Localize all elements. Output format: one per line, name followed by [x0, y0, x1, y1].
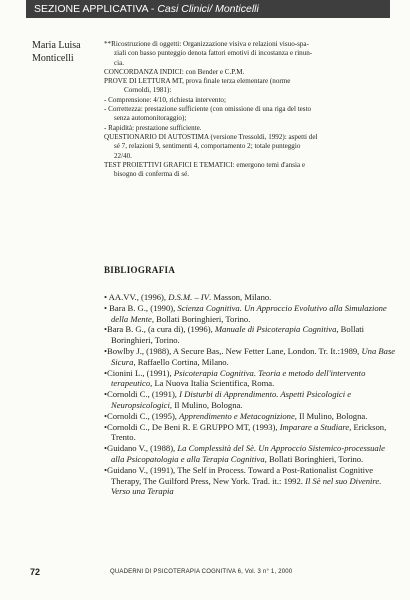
note-line: 22/40.	[114, 151, 132, 160]
bibliography-heading: BIBLIOGRAFIA	[104, 265, 176, 275]
note-line: Cornoldi, 1981):	[124, 86, 172, 95]
note-line: - Comprensione: 4/10, richiesta intervento;	[104, 95, 226, 104]
author-first-name: Maria Luisa	[32, 40, 81, 51]
note-line: QUESTIONARIO DI AUTOSTIMA (versione Tressoldi, 1992): aspetti del	[104, 132, 318, 141]
note-line: senza automonitoraggio);	[114, 114, 187, 123]
note-line: cia.	[114, 58, 125, 67]
reference-item: •Cornoldi C., De Beni R. E GRUPPO MT, (1993), Imparare a Studiare, Erickson, Trento.	[104, 421, 387, 443]
note-line: sé 7, relazioni 9, sentimenti 4, comportamento 2; totale punteggio	[114, 142, 301, 151]
section-subtitle: Casi Clinici/ Monticelli	[157, 3, 259, 15]
reference-item: •Guidano V., (1988), La Complessità del Sè. Un Approccio Sistemico-processuale alla Psicopatologia e alla Terapia Cognitiva, Bollati Boringhieri, Torino.	[104, 443, 385, 464]
reference-item: •Cornoldi C., (1995), Apprendimento e Metacognizione, Il Mulino, Bologna.	[104, 410, 368, 421]
section-header	[26, 0, 390, 18]
note-line: - Correttezza: prestazione sufficiente (con omissione di una riga del testo	[104, 105, 312, 114]
journal-footer: QUADERNI DI PSICOTERAPIA COGNITIVA 6, Vol. 3 n° 1, 2000	[110, 569, 293, 575]
header-separator: -	[150, 3, 158, 15]
assessment-notes	[104, 40, 400, 179]
reference-item: •Guidano V., (1991), The Self in Process. Toward a Post-Rationalist Cognitive Therapy, The Guilford Press, New York. Trad. it.: 1992. Il Sè nel suo Divenire. Verso una Terapia	[104, 464, 382, 497]
page-number: 72	[30, 567, 41, 577]
reference-item: •Bowlby J., (1988), A Secure Bas,. New Fetter Lane, London. Tr. It.:1989, Una Base Sicura, Raffaello Cortina, Milano.	[104, 345, 396, 367]
reference-item: •Cornoldi C., (1991), I Disturbi di Apprendimento. Aspetti Psicologici e Neuropsicologici, Il Mulino, Bologna.	[104, 389, 352, 410]
note-line: TEST PROIETTIVI GRAFICI E TEMATICI: emergono temi d'ansia e	[104, 160, 306, 169]
reference-item: • Bara B. G., (1990), Scienza Cognitiva. Un Approccio Evolutivo alla Simulazione della Mente, Bollati Boringhieri, Torino.	[104, 302, 387, 324]
note-line: - Rapidità: prestazione sufficiente.	[104, 123, 202, 132]
section-title: SEZIONE APPLICATIVA	[34, 3, 148, 15]
note-line: bisogno di conferma di sé.	[114, 170, 190, 179]
bibliography-list	[104, 292, 400, 497]
reference-item: •Cionini L., (1991), Psicoterapia Cognitiva. Teoria e metodo dell'intervento terapeutico, La Nuova Italia Scientifica, Roma.	[104, 367, 366, 389]
note-line: PROVE DI LETTURA MT, prova finale terza elementare (norme	[104, 77, 291, 86]
note-line: **Ricostruzione di oggetti: Organizzazione visiva e relazioni visuo-spa-	[104, 40, 309, 48]
author-last-name: Monticelli	[32, 52, 74, 64]
note-line: ziali con basso punteggio denota fattori emotivi di incostanza e rinun-	[114, 49, 313, 58]
reference-item: • AA.VV., (1996), D.S.M. – IV. Masson, Milano.	[104, 292, 272, 302]
note-line: CONCORDANZA INDICI: con Bender e C.P.M.	[104, 67, 245, 76]
author-name	[32, 40, 102, 65]
reference-item: •Bara B. G., (a cura di), (1996), Manuale di Psicoterapia Cognitiva, Bollati Boringhieri, Torino.	[104, 324, 365, 346]
